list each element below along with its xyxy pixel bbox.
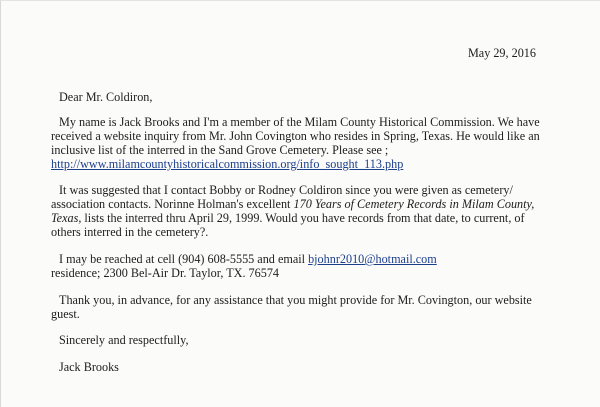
- p2-line2-text: association contacts. Norinne Holman's excellent: [51, 197, 294, 211]
- p2-line3-text: lists the interred thru April 29, 1999. Would you have records from that date, to current, of: [81, 211, 525, 225]
- p4-line2: guest.: [51, 307, 80, 321]
- book-title-part1: 170 Years of Cemetery Records in Milam County,: [293, 197, 535, 211]
- website-link[interactable]: http://www.milamcountyhistoricalcommission.org/info_sought_113.php: [51, 157, 404, 171]
- residence-line: residence; 2300 Bel-Air Dr. Taylor, TX. 76574: [51, 266, 280, 280]
- signature: Jack Brooks: [59, 360, 119, 374]
- letter-date: May 29, 2016: [467, 46, 536, 60]
- email-link[interactable]: bjohnr2010@hotmail.com: [308, 252, 437, 266]
- p3-line1: [59, 252, 437, 266]
- p2-line2: [51, 197, 534, 211]
- p2-line1: It was suggested that I contact Bobby or Rodney Coldiron since you were given as cemetery/: [59, 183, 513, 197]
- closing: Sincerely and respectfully,: [59, 333, 189, 347]
- p1-line1: My name is Jack Brooks and I'm a member of the Milam County Historical Commission. We have: [59, 115, 540, 129]
- book-title-part2: Texas,: [51, 211, 82, 225]
- p1-line3: inclusive list of the interred in the Sand Grove Cemetery. Please see ;: [51, 143, 389, 157]
- salutation: Dear Mr. Coldiron,: [59, 90, 153, 104]
- p2-line3: [51, 211, 525, 225]
- p1-line2: received a website inquiry from Mr. John Covington who resides in Spring, Texas. He would like an: [51, 129, 540, 143]
- p2-line4: others interred in the cemetery?.: [51, 225, 209, 239]
- contact-text: I may be reached at cell (904) 608-5555 and email: [59, 252, 309, 266]
- p4-line1: Thank you, in advance, for any assistance that you might provide for Mr. Covington, our website: [59, 293, 532, 307]
